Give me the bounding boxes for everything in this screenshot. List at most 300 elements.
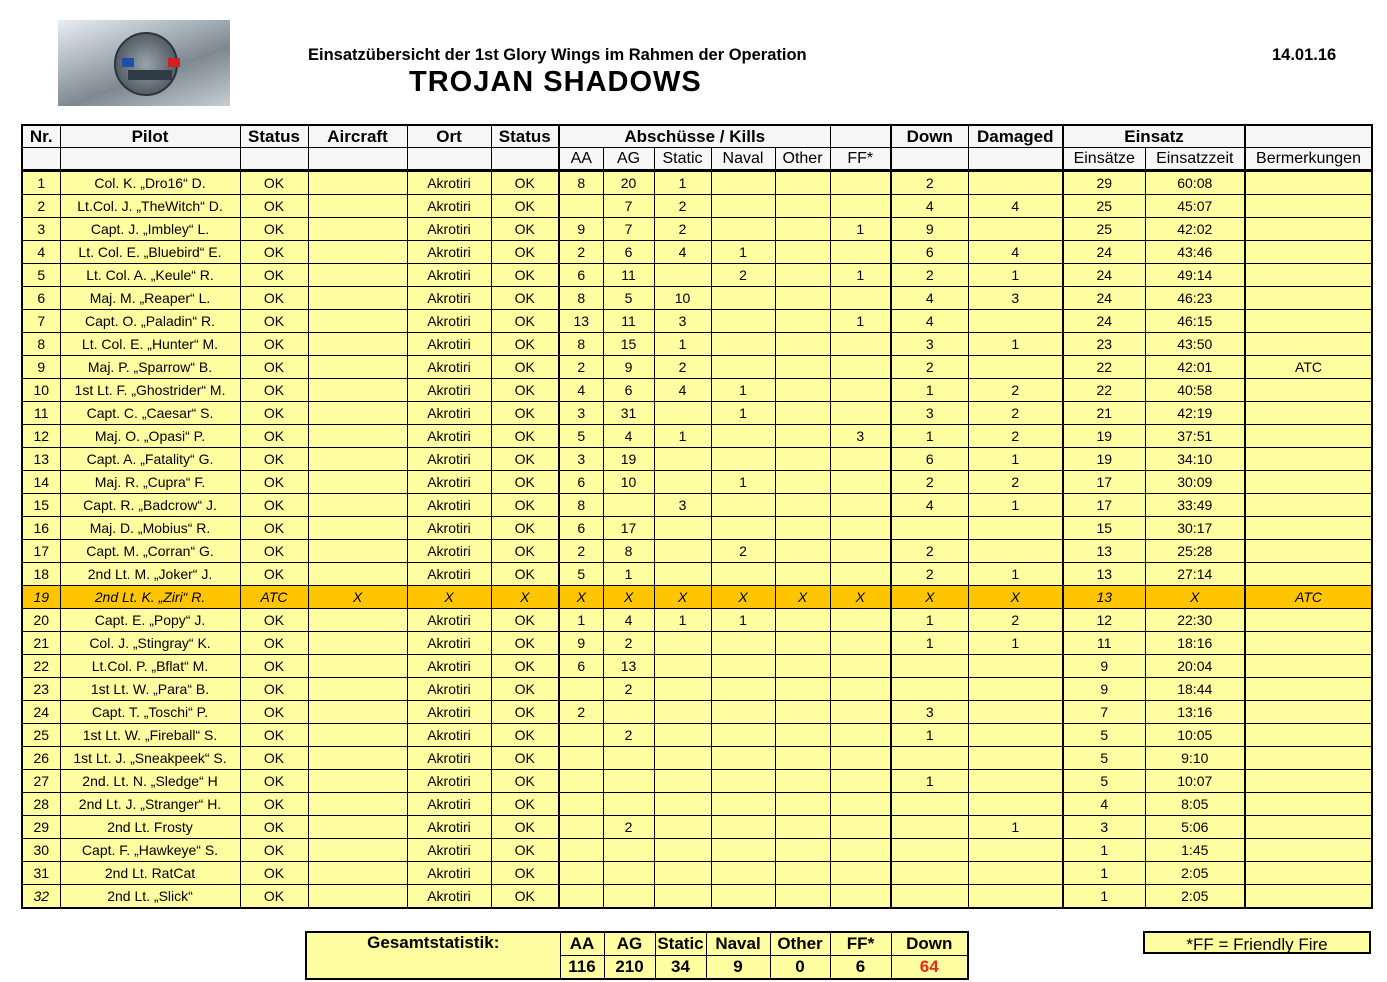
col-ff: FF* [830,148,891,171]
cell-ort: Akrotiri [407,287,491,310]
cell-einsaetze: 13 [1063,563,1145,586]
cell-bemerkungen [1245,563,1372,586]
cell-damaged [968,517,1063,540]
cell-damaged: 1 [968,816,1063,839]
cell-pilot: Maj. M. „Reaper“ L. [60,287,240,310]
cell-damaged: 4 [968,195,1063,218]
cell-down: 6 [891,448,968,471]
table-row [22,678,1372,701]
cell-naval: 1 [711,609,775,632]
cell-pilot: Capt. J. „Imbley“ L. [60,218,240,241]
cell-einsaetze: 12 [1063,609,1145,632]
cell-status2: OK [491,540,559,563]
cell-einsaetze: 1 [1063,885,1145,909]
totals-ag: 210 [604,956,655,980]
cell-damaged [968,218,1063,241]
cell-pilot: 2nd Lt. M. „Joker“ J. [60,563,240,586]
cell-aa [559,816,603,839]
cell-ag [603,701,654,724]
cell-ag: 13 [603,655,654,678]
cell-ff: X [830,586,891,609]
cell-other [775,885,830,909]
cell-aircraft [308,747,407,770]
cell-status: OK [240,241,308,264]
cell-status: OK [240,816,308,839]
totals-down: 64 [891,956,968,980]
cell-ort: Akrotiri [407,310,491,333]
cell-down: 2 [891,171,968,195]
cell-status: OK [240,195,308,218]
cell-bemerkungen: ATC [1245,586,1372,609]
cell-pilot: Col. J. „Stingray“ K. [60,632,240,655]
turkish-flag-icon [168,58,180,67]
cell-ag [603,494,654,517]
cell-naval [711,701,775,724]
cell-aircraft [308,517,407,540]
cell-nr: 16 [22,517,60,540]
cell-static [654,816,711,839]
cell-nr: 2 [22,195,60,218]
cell-static [654,885,711,909]
cell-ff [830,701,891,724]
cell-other [775,264,830,287]
cell-nr: 20 [22,609,60,632]
cell-einsatzzeit: 9:10 [1145,747,1245,770]
col-other: Other [775,148,830,171]
cell-damaged: 2 [968,471,1063,494]
cell-bemerkungen [1245,609,1372,632]
cell-static: 4 [654,241,711,264]
cell-status: OK [240,885,308,909]
cell-status: OK [240,356,308,379]
cell-status2: OK [491,195,559,218]
cell-ort: Akrotiri [407,356,491,379]
cell-nr: 25 [22,724,60,747]
cell-ort: Akrotiri [407,471,491,494]
table-row [22,563,1372,586]
cell-status2: OK [491,747,559,770]
cell-pilot: Maj. P. „Sparrow“ B. [60,356,240,379]
cell-bemerkungen [1245,287,1372,310]
table-row [22,885,1372,909]
cell-aa [559,195,603,218]
cell-nr: 4 [22,241,60,264]
cell-status: OK [240,655,308,678]
cell-pilot: 2nd Lt. J. „Stranger“ H. [60,793,240,816]
totals-header-naval: Naval [706,932,770,956]
cell-ort: Akrotiri [407,747,491,770]
cell-static: 4 [654,379,711,402]
cell-ff [830,402,891,425]
cell-damaged [968,885,1063,909]
cell-damaged [968,770,1063,793]
cell-other [775,379,830,402]
cell-damaged: 1 [968,494,1063,517]
col-einsatz: Einsatz [1063,125,1245,148]
operation-logo [58,20,230,106]
cell-einsaetze: 4 [1063,793,1145,816]
cell-down: 6 [891,241,968,264]
cell-bemerkungen [1245,471,1372,494]
cell-einsatzzeit: 13:16 [1145,701,1245,724]
cell-status: OK [240,609,308,632]
cell-other [775,747,830,770]
cell-bemerkungen [1245,678,1372,701]
table-row [22,310,1372,333]
cell-status: OK [240,333,308,356]
cell-aa: 8 [559,333,603,356]
cell-aa: 4 [559,379,603,402]
cell-bemerkungen [1245,816,1372,839]
cell-bemerkungen [1245,655,1372,678]
cell-other [775,218,830,241]
cell-einsatzzeit: 43:46 [1145,241,1245,264]
cell-ort: Akrotiri [407,816,491,839]
cell-bemerkungen [1245,839,1372,862]
cell-einsaetze: 9 [1063,655,1145,678]
cell-naval [711,724,775,747]
cell-bemerkungen [1245,770,1372,793]
cell-static: 2 [654,356,711,379]
cell-status: OK [240,310,308,333]
cell-aircraft [308,310,407,333]
col-aircraft: Aircraft [308,125,407,148]
cell-ort: Akrotiri [407,517,491,540]
totals-table [305,931,969,980]
cell-aircraft [308,609,407,632]
cell-aircraft [308,793,407,816]
cell-aircraft [308,816,407,839]
cell-static: 3 [654,310,711,333]
cell-naval [711,885,775,909]
cell-ff: 1 [830,218,891,241]
cell-aircraft [308,471,407,494]
cell-einsatzzeit: 22:30 [1145,609,1245,632]
cell-down: 1 [891,425,968,448]
cell-nr: 24 [22,701,60,724]
cell-bemerkungen [1245,517,1372,540]
cell-other [775,701,830,724]
cell-status: OK [240,517,308,540]
cell-aa: 2 [559,241,603,264]
cell-aa [559,862,603,885]
cell-damaged [968,310,1063,333]
cell-down: 1 [891,609,968,632]
cell-status2: OK [491,816,559,839]
cell-status: OK [240,471,308,494]
cell-ag: 6 [603,241,654,264]
cell-bemerkungen [1245,310,1372,333]
cell-aircraft [308,563,407,586]
mission-table [21,124,1373,909]
cell-status: OK [240,494,308,517]
cell-naval: 2 [711,540,775,563]
cell-naval [711,816,775,839]
cell-down [891,885,968,909]
cell-damaged [968,171,1063,195]
table-row [22,425,1372,448]
cell-static: 2 [654,218,711,241]
cell-aircraft [308,701,407,724]
totals-label: Gesamtstatistik: [306,932,560,979]
col-bemerkungen: Bermerkungen [1245,148,1372,171]
cell-pilot: 2nd Lt. Frosty [60,816,240,839]
cell-ag: 11 [603,264,654,287]
cell-damaged: 1 [968,448,1063,471]
cell-down [891,747,968,770]
cell-ff [830,333,891,356]
cell-naval [711,793,775,816]
table-row [22,747,1372,770]
cell-static: 1 [654,425,711,448]
cell-nr: 12 [22,425,60,448]
cell-bemerkungen [1245,171,1372,195]
cell-aa: 6 [559,264,603,287]
cell-einsatzzeit: 46:15 [1145,310,1245,333]
cell-nr: 5 [22,264,60,287]
cell-bemerkungen [1245,195,1372,218]
cell-ort: Akrotiri [407,379,491,402]
cell-down [891,839,968,862]
cell-aircraft [308,655,407,678]
cell-naval [711,356,775,379]
cell-pilot: Lt.Col. P. „Bflat“ M. [60,655,240,678]
cell-naval [711,425,775,448]
table-row [22,218,1372,241]
cell-einsaetze: 15 [1063,517,1145,540]
cell-static [654,839,711,862]
cell-einsatzzeit: 42:02 [1145,218,1245,241]
cell-aa: 9 [559,218,603,241]
cell-aircraft [308,632,407,655]
cell-nr: 19 [22,586,60,609]
cell-einsaetze: 24 [1063,310,1145,333]
cell-naval [711,770,775,793]
cell-status2: OK [491,448,559,471]
cell-status2: OK [491,287,559,310]
cell-ort: Akrotiri [407,632,491,655]
cell-static [654,655,711,678]
cell-nr: 15 [22,494,60,517]
cell-down: 3 [891,402,968,425]
cell-aircraft [308,839,407,862]
cell-static [654,770,711,793]
cell-einsatzzeit: X [1145,586,1245,609]
cell-ag [603,885,654,909]
cell-other [775,241,830,264]
cell-aircraft [308,425,407,448]
cell-other [775,287,830,310]
cell-damaged: 3 [968,287,1063,310]
cell-pilot: Maj. O. „Opasi“ P. [60,425,240,448]
cell-aircraft [308,724,407,747]
cell-damaged: 2 [968,425,1063,448]
cell-nr: 22 [22,655,60,678]
cell-naval [711,563,775,586]
cell-nr: 27 [22,770,60,793]
cell-nr: 13 [22,448,60,471]
cell-down: 4 [891,195,968,218]
cell-down: 1 [891,632,968,655]
table-row [22,862,1372,885]
cell-static: 1 [654,609,711,632]
cell-bemerkungen [1245,333,1372,356]
cell-nr: 8 [22,333,60,356]
cell-ag: 7 [603,218,654,241]
cell-nr: 7 [22,310,60,333]
cell-einsatzzeit: 10:07 [1145,770,1245,793]
cell-einsaetze: 13 [1063,540,1145,563]
cell-down: 2 [891,264,968,287]
cell-other [775,471,830,494]
col-nr: Nr. [22,125,60,148]
cell-other [775,655,830,678]
cell-nr: 18 [22,563,60,586]
cell-other [775,724,830,747]
col-status-2: Status [491,125,559,148]
cell-down [891,517,968,540]
table-row [22,171,1372,195]
cell-aircraft [308,448,407,471]
cell-nr: 32 [22,885,60,909]
cell-ff [830,655,891,678]
cell-naval [711,517,775,540]
table-row [22,287,1372,310]
col-pilot: Pilot [60,125,240,148]
cell-status: OK [240,839,308,862]
cell-ort: Akrotiri [407,793,491,816]
cell-aa: 5 [559,563,603,586]
cell-status2: OK [491,609,559,632]
table-row [22,471,1372,494]
cell-damaged: 1 [968,632,1063,655]
cell-static [654,678,711,701]
cell-ff [830,517,891,540]
cell-bemerkungen [1245,793,1372,816]
cell-nr: 3 [22,218,60,241]
cell-other [775,494,830,517]
cell-ort: Akrotiri [407,609,491,632]
table-row [22,356,1372,379]
cell-nr: 14 [22,471,60,494]
cell-aa: 3 [559,402,603,425]
cell-damaged [968,724,1063,747]
cell-nr: 9 [22,356,60,379]
cell-nr: 28 [22,793,60,816]
cell-ff [830,678,891,701]
cell-einsatzzeit: 8:05 [1145,793,1245,816]
cell-pilot: Maj. D. „Mobius“ R. [60,517,240,540]
cell-static [654,448,711,471]
cell-aircraft: X [308,586,407,609]
cell-aa [559,793,603,816]
cell-status: OK [240,171,308,195]
cell-static [654,747,711,770]
cell-naval [711,632,775,655]
totals-aa: 116 [560,956,604,980]
cell-ort: Akrotiri [407,425,491,448]
table-row [22,839,1372,862]
table-row [22,517,1372,540]
cell-damaged [968,862,1063,885]
cell-static [654,793,711,816]
cell-bemerkungen [1245,632,1372,655]
cell-ff [830,540,891,563]
cell-bemerkungen [1245,379,1372,402]
cell-static: 10 [654,287,711,310]
cell-damaged [968,356,1063,379]
cell-aircraft [308,494,407,517]
cell-ort: Akrotiri [407,678,491,701]
cell-einsaetze: 22 [1063,356,1145,379]
cell-naval: 1 [711,379,775,402]
cell-ort: Akrotiri [407,402,491,425]
cell-einsatzzeit: 37:51 [1145,425,1245,448]
cell-aircraft [308,678,407,701]
cell-ff [830,448,891,471]
cell-aircraft [308,195,407,218]
cell-down: X [891,586,968,609]
cell-pilot: 1st Lt. W. „Fireball“ S. [60,724,240,747]
totals-header-ag: AG [604,932,655,956]
cell-aircraft [308,356,407,379]
cell-ort: Akrotiri [407,839,491,862]
cell-einsatzzeit: 49:14 [1145,264,1245,287]
cell-damaged [968,655,1063,678]
cell-einsaetze: 5 [1063,724,1145,747]
table-row [22,333,1372,356]
table-row [22,655,1372,678]
totals-header-static: Static [655,932,706,956]
col-ag: AG [603,148,654,171]
cell-status2: OK [491,333,559,356]
cell-aa: 6 [559,517,603,540]
cell-damaged: X [968,586,1063,609]
cell-static [654,264,711,287]
cell-ff [830,195,891,218]
cell-other [775,839,830,862]
cell-pilot: Col. K. „Dro16“ D. [60,171,240,195]
cell-status2: OK [491,471,559,494]
cell-ag: 6 [603,379,654,402]
cell-aa: 8 [559,171,603,195]
cell-status: OK [240,724,308,747]
cell-pilot: 1st Lt. J. „Sneakpeek“ S. [60,747,240,770]
col-aa: AA [559,148,603,171]
cell-einsaetze: 22 [1063,379,1145,402]
cell-ff: 1 [830,264,891,287]
cell-pilot: Lt. Col. A. „Keule“ R. [60,264,240,287]
cell-aircraft [308,885,407,909]
table-row [22,379,1372,402]
cell-bemerkungen [1245,425,1372,448]
cell-pilot: 1st Lt. F. „Ghostrider“ M. [60,379,240,402]
cell-ort: Akrotiri [407,195,491,218]
cell-ff [830,862,891,885]
cell-einsatzzeit: 45:07 [1145,195,1245,218]
col-einsaetze: Einsätze [1063,148,1145,171]
cell-einsatzzeit: 20:04 [1145,655,1245,678]
cell-ort: Akrotiri [407,655,491,678]
col-down: Down [891,125,968,148]
cell-damaged [968,839,1063,862]
cell-naval: X [711,586,775,609]
totals-header-ff: FF* [830,932,891,956]
cell-aircraft [308,402,407,425]
totals-other: 0 [770,956,830,980]
cell-bemerkungen [1245,448,1372,471]
cell-ort: Akrotiri [407,264,491,287]
